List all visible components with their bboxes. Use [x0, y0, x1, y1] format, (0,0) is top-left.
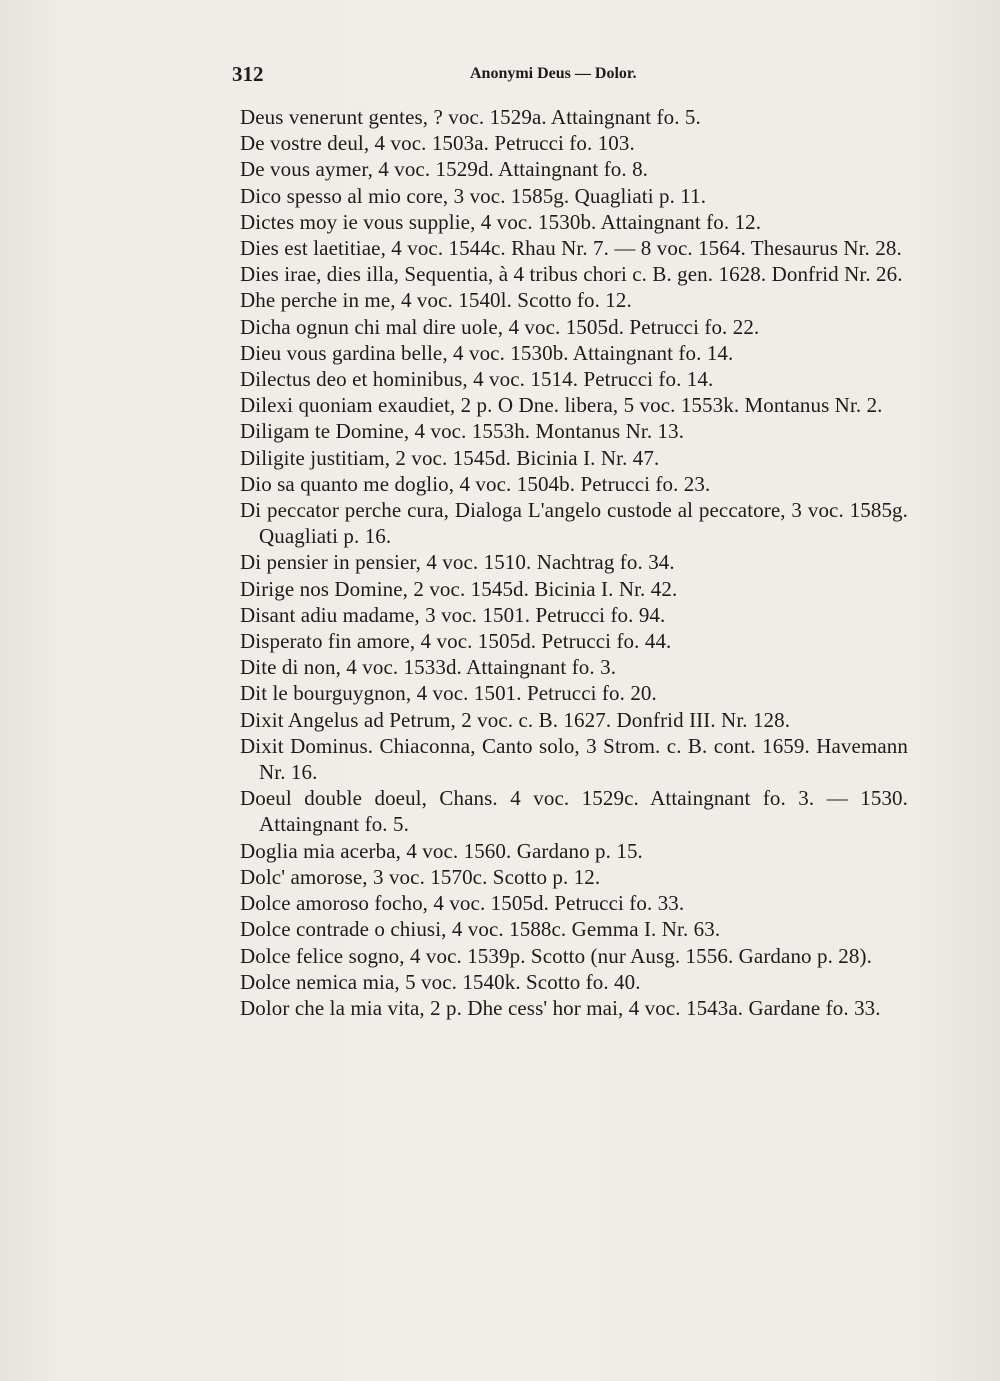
- page-number: 312: [232, 62, 264, 86]
- catalog-entry: Dolce contrade o chiusi, 4 voc. 1588c. Gemma I. Nr. 63.: [240, 917, 721, 942]
- catalog-entry: Dhe perche in me, 4 voc. 1540l. Scotto fo. 12.: [240, 288, 632, 313]
- catalog-entry: Dolor che la mia vita, 2 p. Dhe cess' hor mai, 4 voc. 1543a. Gardane fo. 33.: [240, 995, 881, 1020]
- catalog-entry: Diligite justitiam, 2 voc. 1545d. Bicinia I. Nr. 47.: [240, 445, 660, 470]
- catalog-entry: Dirige nos Domine, 2 voc. 1545d. Bicinia I. Nr. 42.: [240, 576, 678, 601]
- catalog-entry: De vostre deul, 4 voc. 1503a. Petrucci fo. 103.: [240, 131, 635, 156]
- page-header: [232, 62, 672, 88]
- catalog-entry: Disant adiu madame, 3 voc. 1501. Petrucci fo. 94.: [240, 602, 666, 627]
- catalog-entry: Dies irae, dies illa, Sequentia, à 4 tribus chori c. B. gen. 1628. Donfrid Nr. 26.: [240, 262, 903, 287]
- catalog-entry: Doglia mia acerba, 4 voc. 1560. Gardano p. 15.: [240, 838, 643, 863]
- catalog-entry: Dixit Dominus. Chiaconna, Canto solo, 3 Strom. c. B. cont. 1659. Havemann Nr. 16.: [240, 733, 908, 785]
- catalog-entry: Dit le bourguygnon, 4 voc. 1501. Petrucci fo. 20.: [240, 681, 657, 706]
- catalog-entry: Dolc' amorose, 3 voc. 1570c. Scotto p. 12.: [240, 864, 601, 889]
- catalog-entry: Doeul double doeul, Chans. 4 voc. 1529c. Attaingnant fo. 3. — 1530. Attaingnant fo. 5.: [240, 786, 908, 837]
- catalog-entry: Dilectus deo et hominibus, 4 voc. 1514. Petrucci fo. 14.: [240, 367, 714, 392]
- catalog-entry: Diligam te Domine, 4 voc. 1553h. Montanus Nr. 13.: [240, 419, 685, 444]
- catalog-entry: Dicha ognun chi mal dire uole, 4 voc. 1505d. Petrucci fo. 22.: [240, 314, 760, 339]
- catalog-entry: Di pensier in pensier, 4 voc. 1510. Nachtrag fo. 34.: [240, 550, 675, 575]
- catalog-entry: Disperato fin amore, 4 voc. 1505d. Petrucci fo. 44.: [240, 629, 672, 654]
- catalog-entry: Dico spesso al mio core, 3 voc. 1585g. Quagliati p. 11.: [240, 183, 707, 208]
- catalog-entry: Dictes moy ie vous supplie, 4 voc. 1530b. Attaingnant fo. 12.: [240, 209, 762, 234]
- catalog-entry: Dolce amoroso focho, 4 voc. 1505d. Petrucci fo. 33.: [240, 891, 685, 916]
- catalog-entry: Dies est laetitiae, 4 voc. 1544c. Rhau Nr. 7. — 8 voc. 1564. Thesaurus Nr. 28.: [240, 236, 902, 261]
- catalog-entry: Dio sa quanto me doglio, 4 voc. 1504b. Petrucci fo. 23.: [240, 471, 711, 496]
- catalog-entries: [240, 104, 908, 1021]
- catalog-entry: Dixit Angelus ad Petrum, 2 voc. c. B. 1627. Donfrid III. Nr. 128.: [240, 707, 791, 732]
- catalog-entry: Deus venerunt gentes, ? voc. 1529a. Attaingnant fo. 5.: [240, 105, 701, 129]
- catalog-entry: Dolce nemica mia, 5 voc. 1540k. Scotto fo. 40.: [240, 969, 641, 994]
- catalog-entry: Dieu vous gardina belle, 4 voc. 1530b. Attaingnant fo. 14.: [240, 340, 734, 365]
- catalog-entry: Dilexi quoniam exaudiet, 2 p. O Dne. libera, 5 voc. 1553k. Montanus Nr. 2.: [240, 393, 883, 418]
- catalog-entry: Dolce felice sogno, 4 voc. 1539p. Scotto (nur Ausg. 1556. Gardano p. 28).: [240, 943, 872, 968]
- catalog-entry: Dite di non, 4 voc. 1533d. Attaingnant fo. 3.: [240, 655, 617, 680]
- catalog-entry: De vous aymer, 4 voc. 1529d. Attaingnant fo. 8.: [240, 157, 649, 182]
- catalog-entry: Di peccator perche cura, Dialoga L'angelo custode al peccatore, 3 voc. 1585g. Quagliati p. 16.: [240, 498, 908, 549]
- running-head: Anonymi Deus — Dolor.: [470, 65, 637, 82]
